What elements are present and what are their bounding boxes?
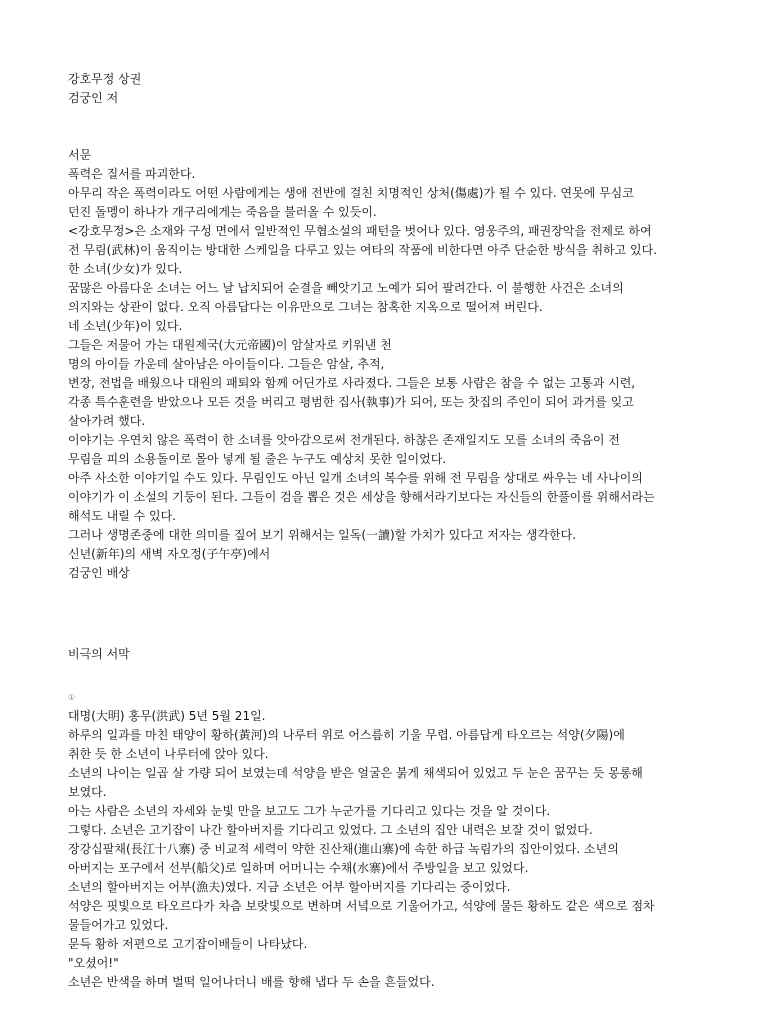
preface-line: 꿈많은 아름다운 소녀는 어느 날 납치되어 순결을 빼앗기고 노예가 되어 팔려간다. 이 불행한 사건은 소녀의: [68, 281, 624, 295]
preface-line: 아무리 작은 폭력이라도 어떤 사람에게는 생애 전반에 걸친 치명적인 상처(傷處)가 될 수 있다. 연못에 무심코: [68, 186, 634, 200]
preface-heading: 서문: [68, 148, 92, 162]
preface-line: 각종 특수훈련을 받았으나 모든 것을 버리고 평범한 집사(執事)가 되어, 또는 찻집의 주인이 되어 과거를 잊고: [68, 395, 634, 409]
document-page: [68, 70, 758, 992]
preface-line: 신년(新年)의 새벽 자오정(子午亭)에서: [68, 547, 271, 561]
chapter-line: 장강십팔채(長江十八寨) 중 비교적 세력이 약한 진산채(進山寨)에 속한 하급 녹림가의 집안이었다. 소년의: [68, 842, 619, 856]
chapter-line: 문득 황하 저편으로 고기잡이배들이 나타났다.: [68, 937, 308, 951]
preface-line: 폭력은 질서를 파괴한다.: [68, 167, 196, 181]
chapter-line: 하루의 일과를 마친 태양이 황하(黃河)의 나루터 위로 어스름히 기울 무렵. 아름답게 타오르는 석양(夕陽)에: [68, 728, 625, 742]
preface-line: 던진 돌멩이 하나가 개구리에게는 죽음을 불러올 수 있듯이.: [68, 205, 377, 219]
chapter-marker: ①: [68, 693, 76, 702]
chapter-line: 그렇다. 소년은 고기잡이 나간 할아버지를 기다리고 있었다. 그 소년의 집안 내력은 보잘 것이 없었다.: [68, 823, 593, 837]
preface-line: 그러나 생명존중에 대한 의미를 짚어 보기 위해서는 일독(一讀)할 가치가 있다고 저자는 생각한다.: [68, 528, 577, 542]
preface-line: 그들은 저물어 가는 대원제국(大元帝國)이 암살자로 키워낸 천: [68, 338, 392, 352]
preface-line: 해석도 내릴 수 있다.: [68, 509, 176, 523]
preface-line: 네 소년(少年)이 있다.: [68, 319, 183, 333]
author-line: 검궁인 저: [68, 91, 119, 105]
chapter-line: 아버지는 포구에서 선부(船父)로 일하며 어머니는 수채(水寨)에서 주방일을 보고 있었다.: [68, 861, 529, 875]
chapter-line: 보였다.: [68, 785, 107, 799]
chapter-line: 소년의 할아버지는 어부(漁夫)였다. 지금 소년은 어부 할아버지를 기다리는 중이었다.: [68, 880, 511, 894]
preface-line: 변장, 전법을 배웠으나 대원의 패퇴와 함께 어딘가로 사라졌다. 그들은 보통 사람은 참을 수 없는 고통과 시련,: [68, 376, 636, 390]
preface-line: 무림을 피의 소용돌이로 몰아 넣게 될 줄은 누구도 예상치 못한 일이었다.: [68, 452, 447, 466]
preface-line: <강호무정>은 소재와 구성 면에서 일반적인 무협소설의 패턴을 벗어나 있다. 영웅주의, 패권장악을 전제로 하여: [68, 224, 652, 238]
chapter-heading: 비극의 서막: [68, 647, 130, 661]
chapter-line: 취한 듯 한 소년이 나루터에 앉아 있다.: [68, 747, 269, 761]
preface-signature: 검궁인 배상: [68, 566, 130, 580]
preface-line: 이야기는 우연치 않은 폭력이 한 소녀를 앗아감으로써 전개된다. 하찮은 존재일지도 모를 소녀의 죽음이 전: [68, 433, 620, 447]
preface-line: 의지와는 상관이 없다. 오직 아름답다는 이유만으로 그녀는 참혹한 지옥으로 떨어져 버린다.: [68, 300, 543, 314]
preface-section: [68, 146, 758, 583]
preface-line: 명의 아이들 가운데 살아남은 아이들이다. 그들은 암살, 추적,: [68, 357, 385, 371]
chapter-line: 소년은 반색을 하며 벌떡 일어나더니 배를 향해 냅다 두 손을 흔들었다.: [68, 975, 435, 989]
chapter-line: 소년의 나이는 일곱 살 가량 되어 보였는데 석양을 받은 얼굴은 붉게 채색되어 있었고 두 눈은 꿈꾸는 듯 몽롱해: [68, 766, 643, 780]
title-block: [68, 70, 758, 108]
chapter-section: [68, 645, 758, 992]
book-title: 강호무정 상권: [68, 72, 142, 86]
chapter-line: 대명(大明) 홍무(洪武) 5년 5월 21일.: [68, 709, 266, 723]
chapter-line: 물들어가고 있었다.: [68, 918, 169, 932]
preface-line: 살아가려 했다.: [68, 414, 146, 428]
chapter-line: "오셨어!": [68, 956, 119, 970]
preface-line: 한 소녀(少女)가 있다.: [68, 262, 183, 276]
preface-line: 이야기가 이 소설의 기둥이 된다. 그들이 검을 뽑은 것은 세상을 향해서라기보다는 자신들의 한풀이를 위해서라는: [68, 490, 655, 504]
preface-line: 아주 사소한 이야기일 수도 있다. 무림인도 아닌 일개 소녀의 복수를 위해 전 무림을 상대로 싸우는 네 사나이의: [68, 471, 643, 485]
chapter-line: 아는 사람은 소년의 자세와 눈빛 만을 보고도 그가 누군가를 기다리고 있다는 것을 알 것이다.: [68, 804, 551, 818]
preface-line: 전 무림(武林)이 움직이는 방대한 스케일을 다루고 있는 여타의 작품에 비한다면 아주 단순한 방식을 취하고 있다.: [68, 243, 658, 257]
chapter-line: 석양은 핏빛으로 타오르다가 차츰 보랏빛으로 변하며 서녘으로 기울어가고, 석양에 물든 황하도 같은 색으로 점차: [68, 899, 655, 913]
